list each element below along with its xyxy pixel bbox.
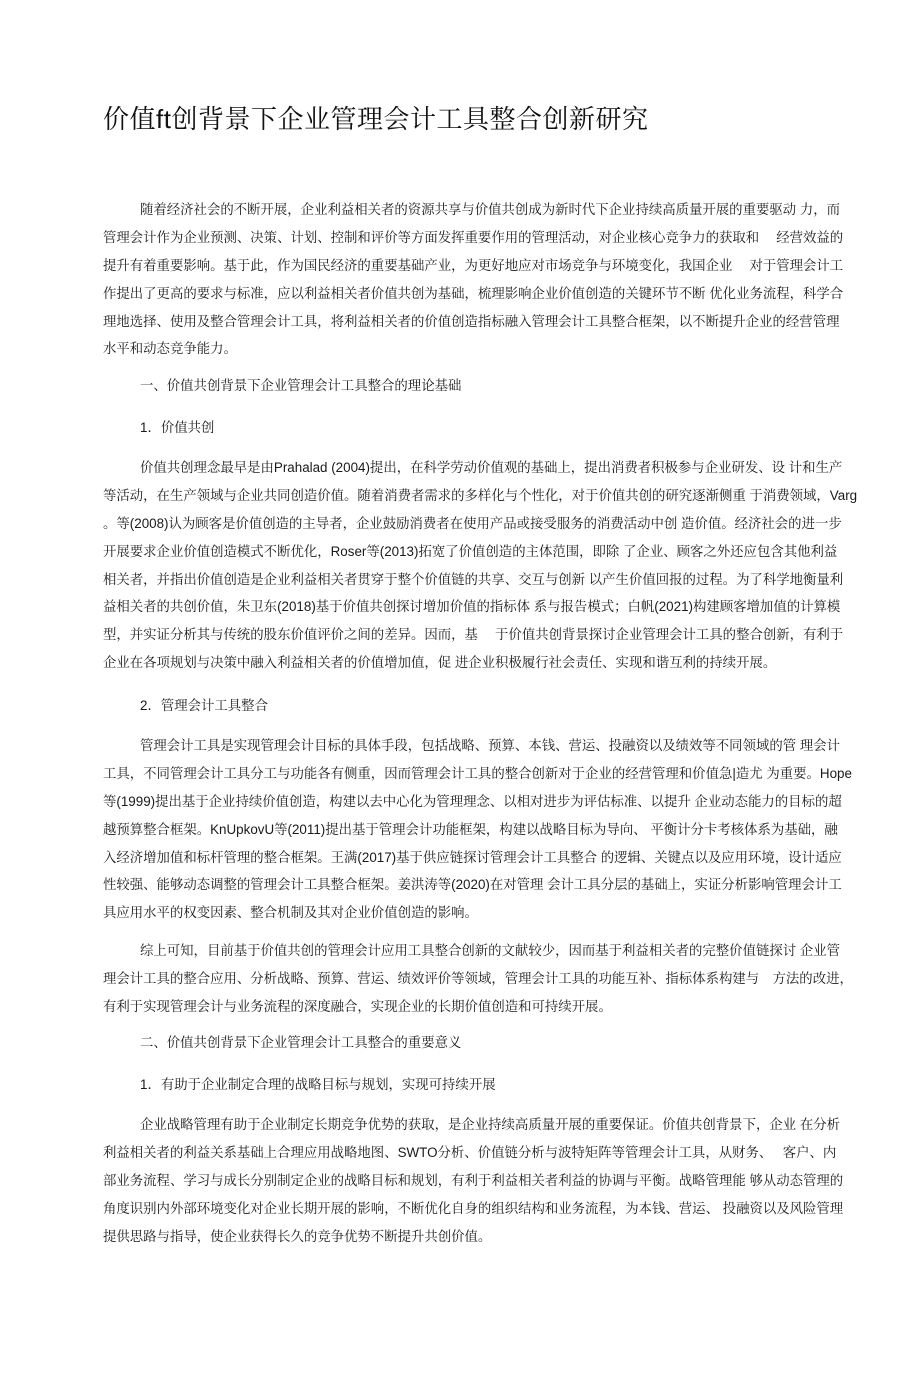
paragraph-line: 利益相关者的利益关系基础上合理应用战略地图、SWTO分析、价值链分析与波特矩阵等管理会计工具，从财务、 客户、内 [103,1144,837,1160]
section-heading-1: 一、价值共创背景下企业管理会计工具整合的理论基础 [140,378,462,393]
paragraph-line: 理会计工具的整合应用、分析战略、预算、营运、绩效评价等领域，管理会计工具的功能互补、指标体系构建与 方法的改进， [103,970,853,986]
paragraph-summary [103,937,853,1021]
paragraph-line: 开展要求企业价值创造模式不断优化，Roser等(2013)拓宽了价值创造的主体范围，即除 了企业、顾客之外还应包含其他利益 [103,543,838,559]
paragraph-line: 管理会计作为企业预测、决策、计划、控制和评价等方面发挥重要作用的管理活动，对企业核心竞争力的获取和 经营效益的 [103,229,844,245]
paragraph-line: 水平和动态竞争能力。 [103,341,237,357]
section-heading-2: 二、价值共创背景下企业管理会计工具整合的重要意义 [140,1035,462,1050]
paragraph-line: 部业务流程、学习与成长分别制定企业的战略目标和规划，有利于利益相关者利益的协调与平衡。战略管理能 够从动态管理的 [103,1172,844,1188]
paragraph-line: 综上可知，目前基于价值共创的管理会计应用工具整合创新的文献较少，因而基于利益相关者的完整价值链探讨 企业管 [140,943,841,958]
subsection-heading-1-2: 2．管理会计工具整合 [140,698,268,713]
paragraph-line: 价值共创理念最早是由Prahalad (2004)提出，在科学劳动价值观的基础上，提出消费者积极参与企业研发、设 计和生产 [140,460,843,475]
subsection-heading-2-1: 1．有助于企业制定合理的战略目标与规划，实现可持续开展 [140,1077,496,1092]
paragraph-line: 提供思路与指导，使企业获得长久的竞争优势不断提升共创价值。 [103,1228,492,1244]
subsection-heading-1-1: 1．价值共创 [140,420,215,435]
paragraph-line: 理地选择、使用及整合管理会计工具，将利益相关者的价值创造指标融入管理会计工具整合框架，以不断提升企业的经营管理 [103,313,840,329]
paragraph-line: 入经济增加值和标杆管理的整合框架。王满(2017)基于供应链探讨管理会计工具整合 的逻辑、关键点以及应用环境，设计适应 [103,849,842,865]
paragraph-line: 提升有着重要影响。基于此，作为国民经济的重要基础产业，为更好地应对市场竞争与环境变化，我国企业 对于管理会计工 [103,257,844,273]
paragraph-line: 等(1999)提出基于企业持续价值创造，构建以去中心化为管理理念、以相对进步为评估标准、以提升 企业动态能力的目标的超 [103,793,842,809]
paragraph-line: 越预算整合框架。KnUpkovU等(2011)提出基于管理会计功能框架，构建以战略目标为导向、 平衡计分卡考核体系为基础，融 [103,821,838,837]
paragraph-line: 角度识别内外部环境变化对企业长期开展的影响，不断优化自身的组织结构和业务流程，为本钱、营运、 投融资以及风险管理 [103,1200,844,1216]
paragraph-line: 等活动，在生产领域与企业共同创造价值。随着消费者需求的多样化与个性化，对于价值共创的研究逐渐侧重 于消费领域，Varg [103,487,858,503]
paragraph-line: 具应用水平的权变因素、整合机制及其对企业价值创造的影响。 [103,905,478,921]
paragraph-line: 。等(2008)认为顾客是价值创造的主导者，企业鼓励消费者在使用产品或接受服务的消费活动中创 造价值。经济社会的进一步 [103,515,842,531]
document-title: 价值ft创背景下企业管理会计工具整合创新研究 [103,104,649,134]
paragraph-line: 型，并实证分析其与传统的股东价值评价之间的差异。因而，基 于价值共创背景探讨企业管理会计工具的整合创新，有利于 [103,627,844,643]
paragraph-tool-integration [103,732,852,927]
paragraph-strategy [103,1111,844,1250]
paragraph-line: 作提出了更高的要求与标准，应以利益相关者价值共创为基础，梳理影响企业价值创造的关键环节不断 优化业务流程，科学合 [103,285,844,301]
paragraph-line: 有利于实现管理会计与业务流程的深度融合，实现企业的长期价值创造和可持续开展。 [103,998,612,1014]
paragraph-line: 性较强、能够动态调整的管理会计工具整合框架。姜洪涛等(2020)在对管理 会计工具分层的基础上，实证分析影响管理会计工 [103,877,842,893]
paragraph-line: 企业战略管理有助于企业制定长期竞争优势的获取，是企业持续高质量开展的重要保证。价值共创背景下，企业 在分析 [140,1117,841,1132]
paragraph-line: 益相关者的共创价值，朱卫东(2018)基于价值共创探讨增加价值的指标体 系与报告模式；白帆(2021)构建顾客增加值的计算模 [103,599,841,615]
paragraph-value-cocreation [103,454,858,677]
paragraph-line: 相关者，并指出价值创造是企业利益相关者贯穿于整个价值链的共享、交互与创新 以产生价值回报的过程。为了科学地衡量利 [103,571,844,587]
paragraph-line: 企业在各项规划与决策中融入利益相关者的价值增加值，促 进企业积极履行社会责任、实现和谐互利的持续开展。 [103,655,777,671]
paragraph-line: 管理会计工具是实现管理会计目标的具体手段，包括战略、预算、本钱、营运、投融资以及绩效等不同领域的管 理会计 [140,738,841,753]
paragraph-line: 工具，不同管理会计工具分工与功能各有侧重，因而管理会计工具的整合创新对于企业的经营管理和价值急|造尤 为重要。Hope [103,765,852,781]
paragraph-line: 随着经济社会的不断开展，企业利益相关者的资源共享与价值共创成为新时代下企业持续高质量开展的重要驱动 力，而 [140,202,841,217]
paragraph-intro [103,196,844,363]
